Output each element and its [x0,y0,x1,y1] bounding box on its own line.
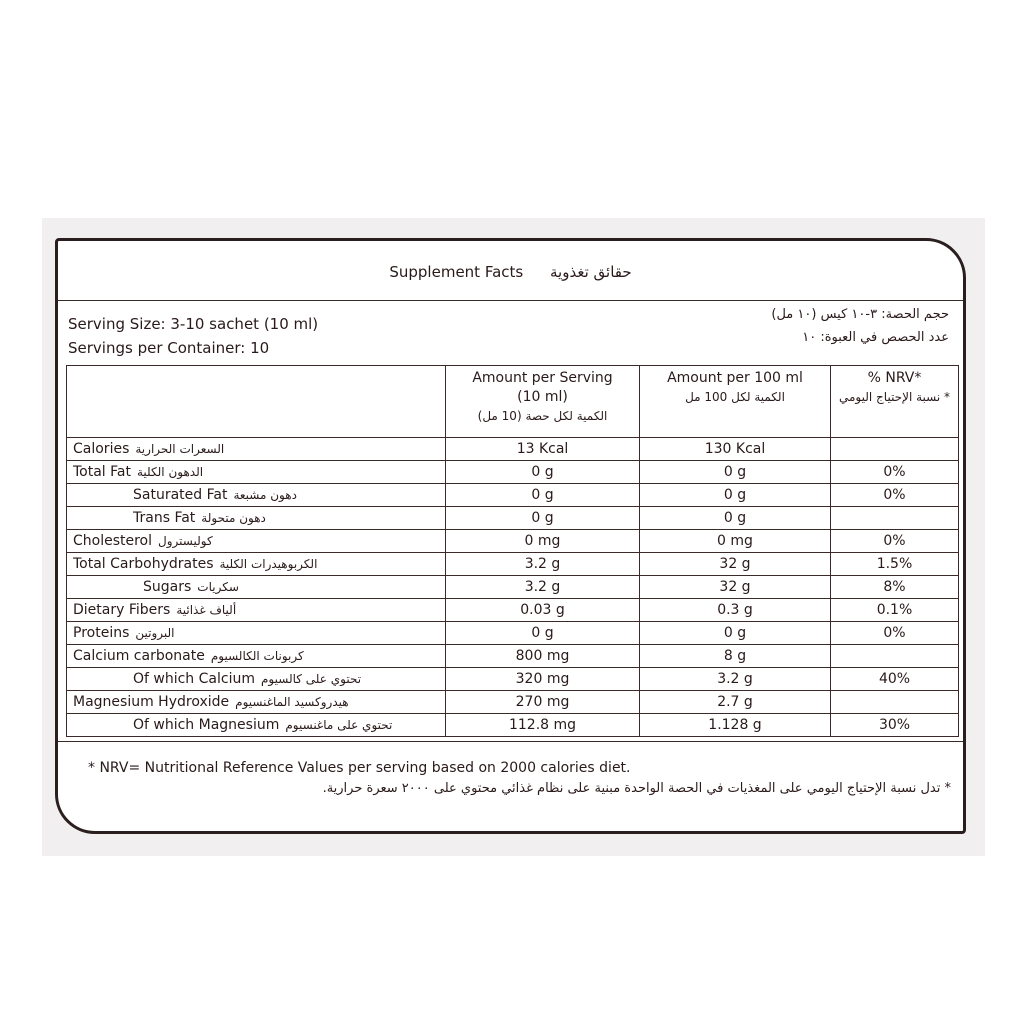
nutrient-column-header [67,366,446,438]
nrv-value [831,691,959,714]
nutrient-name-arabic: هيدروكسيد الماغنسيوم [235,695,349,709]
nutrient-name-arabic: تحتوي على كالسيوم [260,672,362,686]
nutrient-name-english: Calories [73,441,130,457]
per-100ml-value: 1.128 g [640,714,831,737]
nutrient-name-arabic: دهون متحولة [201,511,266,525]
nrv-value: 0% [831,461,959,484]
table-row [67,507,959,530]
nutrient-name-english: Of which Magnesium [133,717,280,733]
per-serving-value: 270 mg [446,691,640,714]
per-serving-value: 0 g [446,461,640,484]
nutrient-name-english: Magnesium Hydroxide [73,694,230,710]
nrv-value: 0% [831,622,959,645]
nutrient-name [67,668,446,691]
serving-size-arabic: حجم الحصة: ٣-١٠ كيس (١٠ مل) [771,307,949,322]
per-serving-value: 320 mg [446,668,640,691]
nrv-value: 40% [831,668,959,691]
nutrient-name-arabic: البروتين [135,626,175,640]
nutrient-name-english: Cholesterol [73,533,153,549]
nrv-value: 0% [831,530,959,553]
nutrient-name-arabic: تحتوي على ماغنسيوم [285,718,393,732]
nrv-value [831,438,959,461]
per-100ml-value: 0 g [640,461,831,484]
nrv-arabic: * نسبة الإحتياج اليومي [838,390,951,404]
table-row [67,714,959,737]
per-serving-value: 3.2 g [446,576,640,599]
nutrient-name [67,599,446,622]
nrv-value: 0% [831,484,959,507]
nutrient-name-arabic: الكربوهيدرات الكلية [219,557,318,571]
nrv-footnote: * NRV= Nutritional Reference Values per serving based on 2000 calories diet. [88,760,631,776]
supplement-facts-label [55,238,966,834]
per-serving-value: 0.03 g [446,599,640,622]
nutrient-name-english: Of which Calcium [133,671,255,687]
table-row [67,553,959,576]
nutrient-name-arabic: كربونات الكالسيوم [210,649,304,663]
nutrient-name-english: Calcium carbonate [73,648,205,664]
per-100ml-value: 0 g [640,484,831,507]
table-header-row [67,366,959,438]
nutrient-name [67,691,446,714]
per-serving-value: 0 mg [446,530,640,553]
nutrient-name-arabic: السعرات الحرارية [135,442,225,456]
per-serving-value: 112.8 mg [446,714,640,737]
nutrient-name [67,645,446,668]
table-row [67,438,959,461]
table-row [67,576,959,599]
nutrient-name [67,576,446,599]
nutrient-name [67,461,446,484]
divider [58,300,963,301]
label-title [58,263,963,281]
servings-per-container-arabic: عدد الحصص في العبوة: ١٠ [802,330,949,345]
per-100ml-value: 0 g [640,622,831,645]
nutrient-name [67,438,446,461]
per-100ml-column-header [640,366,831,438]
table-row [67,645,959,668]
per-100ml-value: 0 g [640,507,831,530]
nutrient-name [67,622,446,645]
per-serving-value: 13 Kcal [446,438,640,461]
nrv-value: 0.1% [831,599,959,622]
per-100ml-value: 8 g [640,645,831,668]
nutrient-name-english: Dietary Fibers [73,602,171,618]
per-100ml-value: 32 g [640,576,831,599]
per-100ml-value: 130 Kcal [640,438,831,461]
nrv-value: 30% [831,714,959,737]
nutrient-name-english: Total Carbohydrates [73,556,214,572]
per-100ml-value: 32 g [640,553,831,576]
per-serving-volume: (10 ml) [517,389,568,405]
nrv-value: 1.5% [831,553,959,576]
nutrient-name [67,714,446,737]
per-100ml-value: 0.3 g [640,599,831,622]
table-row [67,599,959,622]
per-100ml-value: 0 mg [640,530,831,553]
per-serving-label: Amount per Serving [472,370,613,386]
per-serving-value: 800 mg [446,645,640,668]
footer-divider [58,741,963,742]
per-serving-value: 3.2 g [446,553,640,576]
table-row [67,530,959,553]
nutrient-name-english: Total Fat [73,464,131,480]
nrv-value: 8% [831,576,959,599]
nutrient-name-english: Sugars [143,579,192,595]
table-row [67,484,959,507]
nutrition-table [66,365,959,737]
serving-size: Serving Size: 3-10 sachet (10 ml) [68,315,319,333]
title-arabic: حقائق تغذوية [550,263,632,281]
nutrient-name-arabic: ألياف غذائية [176,603,237,617]
nutrient-name-english: Trans Fat [133,510,196,526]
nrv-value [831,507,959,530]
per-100ml-arabic: الكمية لكل 100 مل [685,390,785,404]
nutrient-name-english: Proteins [73,625,130,641]
nutrient-name [67,484,446,507]
table-row [67,622,959,645]
nutrient-name-arabic: الدهون الكلية [136,465,204,479]
per-100ml-value: 2.7 g [640,691,831,714]
per-100ml-value: 3.2 g [640,668,831,691]
nutrient-name-arabic: كوليسترول [158,534,213,548]
nrv-label: % NRV* [867,370,922,386]
nrv-value [831,645,959,668]
per-serving-value: 0 g [446,484,640,507]
table-row [67,668,959,691]
nutrient-name-english: Saturated Fat [133,487,228,503]
nutrient-name [67,553,446,576]
nrv-footnote-arabic: * تدل نسبة الإحتياج اليومي على المغذيات في الحصة الواحدة مبنية على نظام غذائي محتوي على ٢٠٠٠ سعرة حرارية. [322,781,951,796]
title-english: Supplement Facts [389,263,524,281]
nutrient-name [67,507,446,530]
nutrient-name [67,530,446,553]
per-100ml-label: Amount per 100 ml [667,370,803,386]
per-serving-value: 0 g [446,507,640,530]
nutrient-name-arabic: دهون مشبعة [233,488,297,502]
per-serving-column-header [446,366,640,438]
nrv-column-header [831,366,959,438]
table-row [67,691,959,714]
per-serving-value: 0 g [446,622,640,645]
servings-per-container: Servings per Container: 10 [68,339,270,357]
nutrient-name-arabic: سكريات [197,580,239,594]
table-row [67,461,959,484]
per-serving-arabic: الكمية لكل حصة (10 مل) [477,409,608,423]
